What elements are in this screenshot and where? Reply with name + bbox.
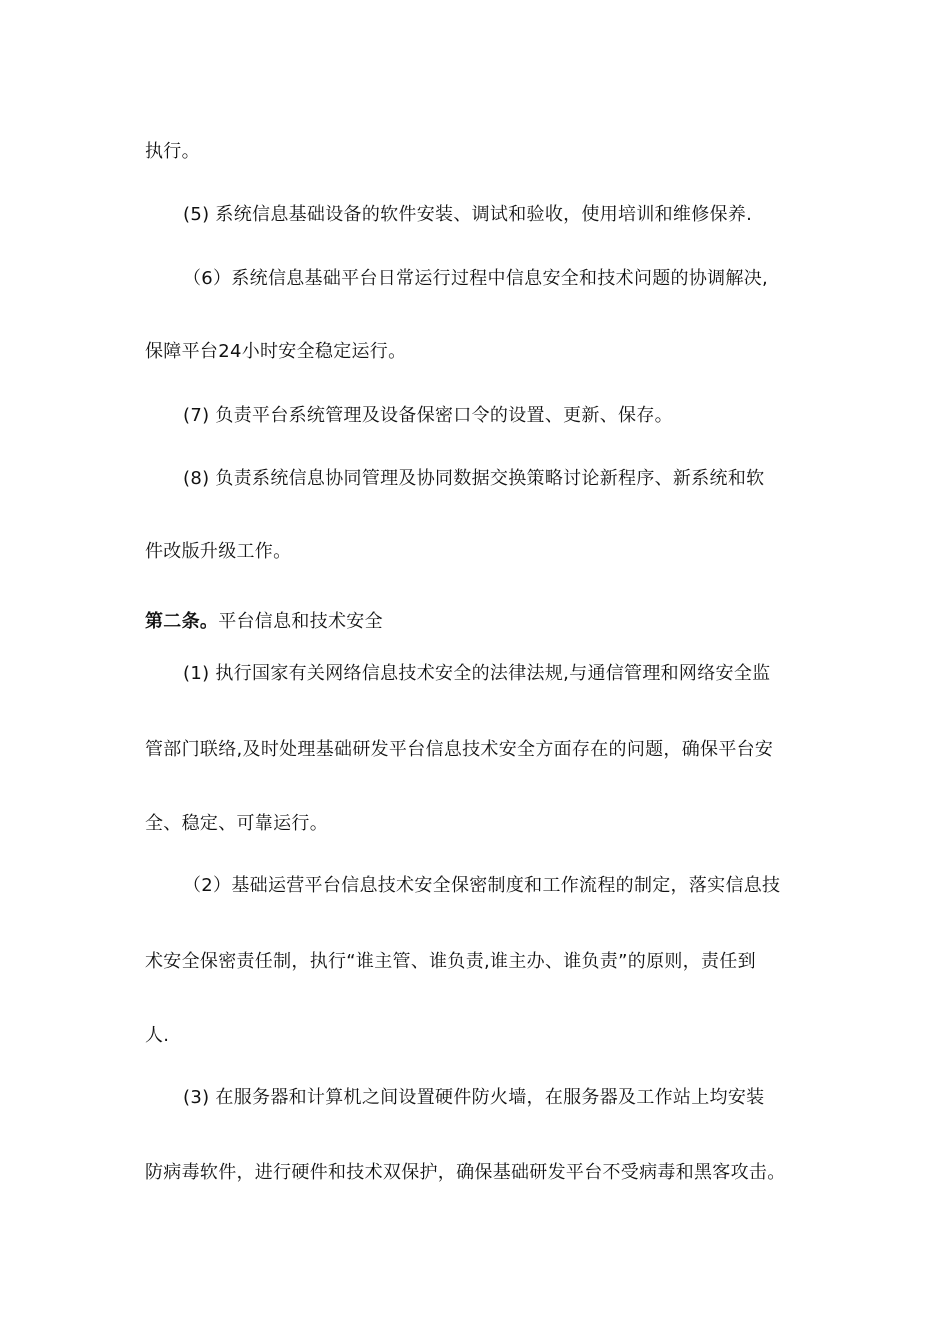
paragraph-line: 术安全保密责任制，执行“谁主管、谁负责,谁主办、谁负责”的原则，责任到	[145, 951, 756, 972]
paragraph-line: （2）基础运营平台信息技术安全保密制度和工作流程的制定，落实信息技	[183, 875, 781, 896]
article-label: 第二条。	[145, 611, 219, 632]
paragraph-line: 人.	[145, 1025, 170, 1046]
paragraph-line: 执行。	[145, 141, 200, 162]
paragraph-line: (3) 在服务器和计算机之间设置硬件防火墙，在服务器及工作站上均安装	[183, 1087, 765, 1108]
paragraph-line: 全、稳定、可靠运行。	[145, 813, 328, 834]
paragraph-line: (5) 系统信息基础设备的软件安装、调试和验收，使用培训和维修保养.	[183, 204, 753, 225]
paragraph-line: (7) 负责平台系统管理及设备保密口令的设置、更新、保存。	[183, 405, 673, 426]
paragraph-line: (8) 负责系统信息协同管理及协同数据交换策略讨论新程序、新系统和软	[183, 468, 765, 489]
paragraph-line: （6）系统信息基础平台日常运行过程中信息安全和技术问题的协调解决,	[183, 268, 769, 289]
paragraph-line: 防病毒软件，进行硬件和技术双保护，确保基础研发平台不受病毒和黑客攻击。	[145, 1162, 786, 1183]
paragraph-line: 件改版升级工作。	[145, 541, 292, 562]
paragraph-line: 管部门联络,及时处理基础研发平台信息技术安全方面存在的问题，确保平台安	[145, 739, 774, 760]
paragraph-line: (1) 执行国家有关网络信息技术安全的法律法规,与通信管理和网络安全监	[183, 663, 771, 684]
article-heading	[145, 610, 383, 634]
article-title: 平台信息和技术安全	[218, 611, 383, 632]
paragraph-line: 保障平台24小时安全稳定运行。	[145, 341, 407, 362]
